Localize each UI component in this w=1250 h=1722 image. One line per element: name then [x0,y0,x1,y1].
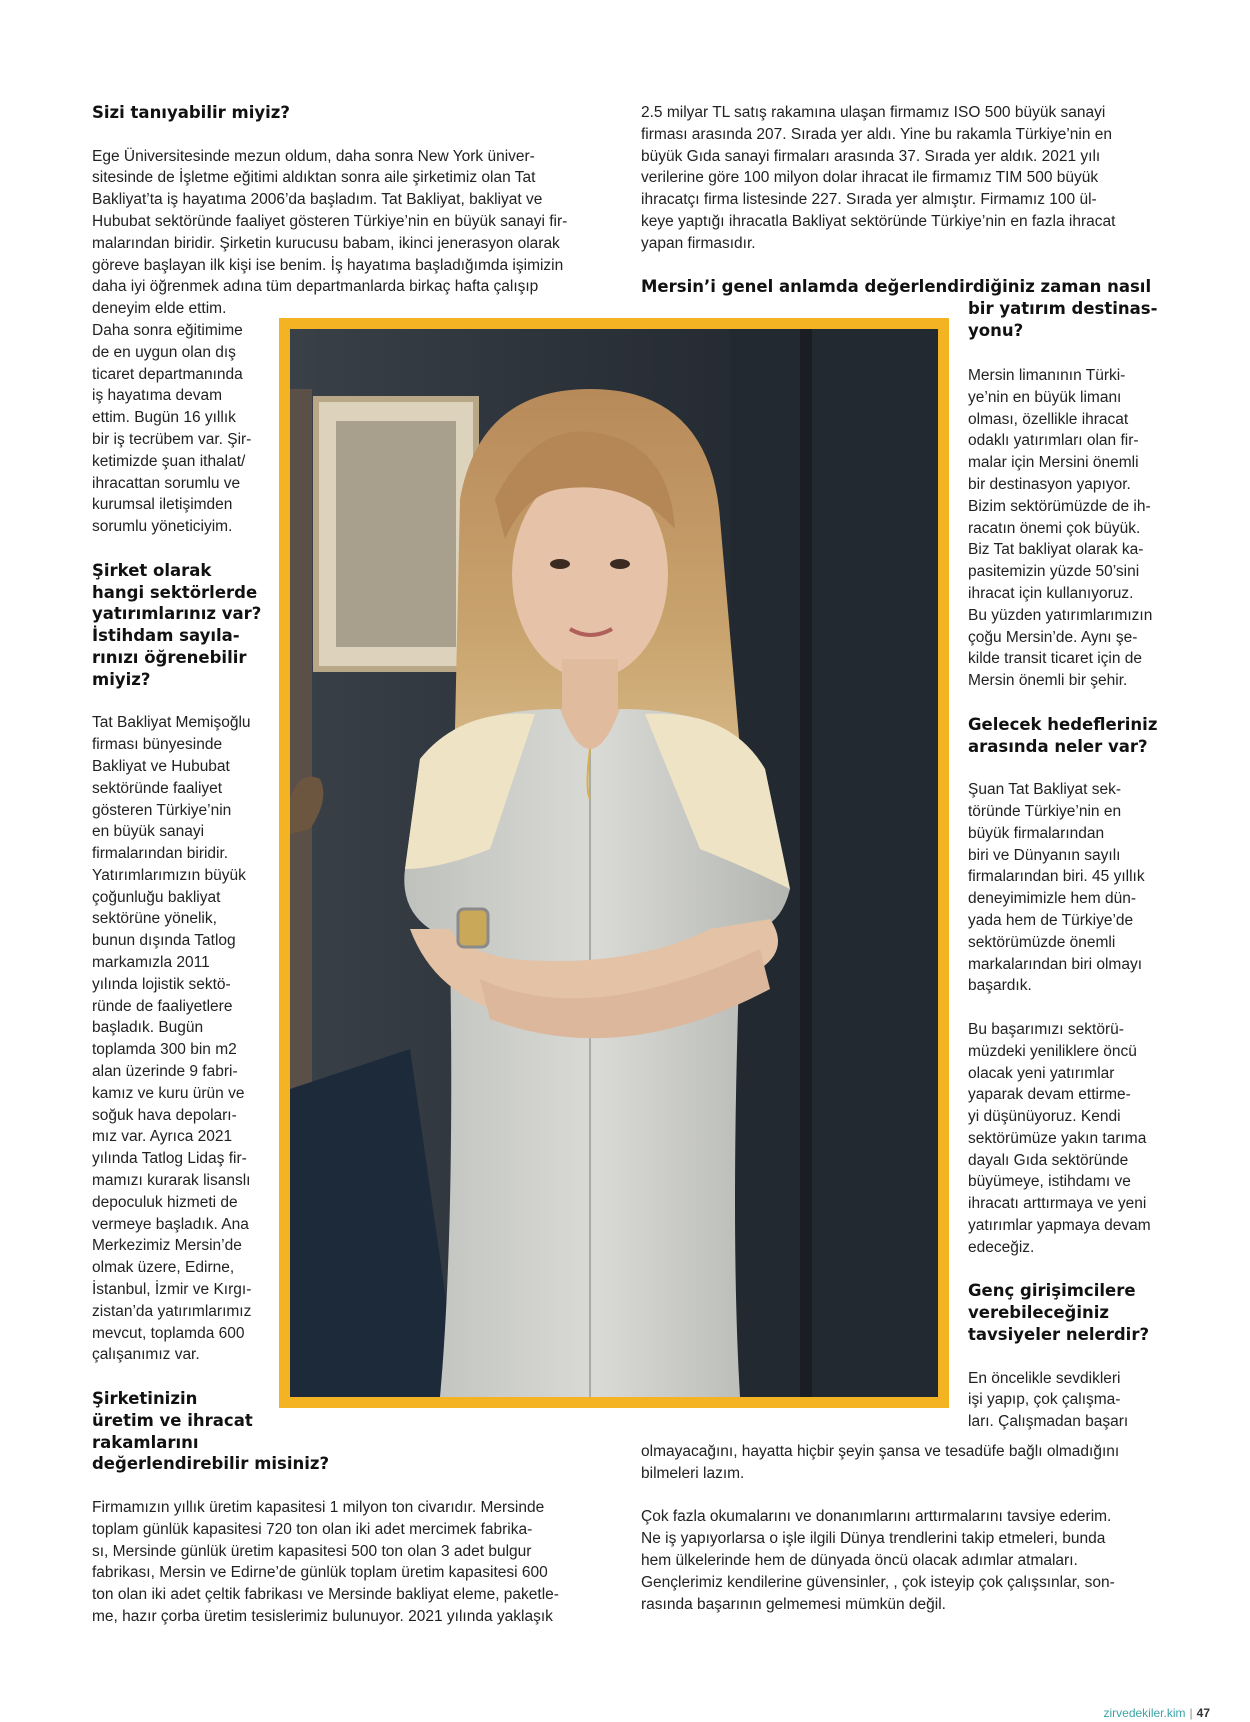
answer-paragraph: Çok fazla okumalarını ve donanımlarını arttırmalarını tavsiye ederim. Ne iş yapıyorlarsa o işle ilgili Dünya trendlerini takip etmeleri, bunda hem ülkelerinde hem de dünyada öncü olacak adımlar atmaları. Gençlerimiz kendilerine güvensinler, , çok isteyip çok çalışsınlar, son- rasında başarının gelmemesi mümkün değil. [641,1508,1115,1613]
question-heading: Gelecek hedefleriniz arasında neler var? [968,714,1158,756]
question-heading: Sizi tanıyabilir miyiz? [92,103,290,122]
answer-paragraph: Mersin limanının Türki- ye’nin en büyük limanı olması, özellikle ihracat odaklı yatırımları olan fir- malar için Mersini önemli bir destinasyon yapıyor. Bizim sektörümüzde de ih- racatın önemi çok büyük. Biz Tat bakliyat olarak ka- pasitemizin yüzde 50’sini ihracat için kullanıyoruz. Bu yüzden yatırımlarımızın çoğu Mersin’de. Aynı şe- kilde transit ticaret için de Mersin önemli bir şehir. [968,367,1153,690]
answer-paragraph: 2.5 milyar TL satış rakamına ulaşan firmamız ISO 500 büyük sanayi firması arasında 207. Sırada yer aldı. Yine bu rakamla Türkiye’nin en büyük Gıda sanayi firmaları arasında 37. Sırada yer aldık. 2021 yılı verilerine göre 100 milyon dolar ihracat ile firmamız TIM 500 büyük ihracatçı firma listesinde 227. Sırada yer almıştır. Firmamız 100 ül- keye yaptığı ihracatla Bakliyat sektöründe Türkiye’nin en fazla ihracat yapan firmasıdır. [641,104,1116,252]
answer-paragraph-end: olmayacağını, hayatta hiçbir şeyin şansa ve tesadüfe bağlı olmadığını bilmeleri lazım. [641,1443,1120,1482]
page-footer [1103,1706,1210,1720]
footer-site: zirvedekiler.kim [1103,1706,1186,1720]
answer-paragraph: Firmamızın yıllık üretim kapasitesi 1 milyon ton civarıdır. Mersinde toplam günlük kapasitesi 720 ton olan iki adet mercimek fabrika- sı, Mersinde günlük üretim kapasitesi 500 ton olan 3 adet bulgur fabrikası, Mersin ve Edirne’de günlük toplam üretim kapasitesi 600 ton olan iki adet çeltik fabrikası ve Mersinde bakliyat eleme, paketle- me, hazır çorba üretim tesislerimiz bulunuyor. 2021 yılında yaklaşık [92,1499,559,1625]
page-number: 47 [1196,1706,1210,1720]
question-heading: Mersin’i genel anlamda değerlendirdiğiniz zaman nasıl bir yatırım destinas- yonu? [641,277,1158,340]
portrait-illustration [290,329,938,1397]
footer-separator: | [1189,1706,1193,1720]
portrait-photo [279,318,949,1408]
answer-paragraph: Bu başarımızı sektörü- müzdeki yeniliklere öncü olacak yeni yatırımlar yaparak devam ettirme- yi düşünüyoruz. Kendi sektörümüze yakın tarıma dayalı Gıda sektöründe büyümeye, istihdamı ve ihracatı arttırmaya ve yeni yatırımlar yapmaya devam edeceğiz. [968,1020,1151,1256]
answer-paragraph-start: En öncelikle sevdikleri işi yapıp, çok çalışma- ları. Çalışmadan başarı [968,1369,1129,1431]
answer-paragraph: Tat Bakliyat Memişoğlu firması bünyesinde Bakliyat ve Hububat sektöründe faaliyet gösteren Türkiye’nin en büyük sanayi firmalarından biridir. Yatırımlarımızın büyük çoğunluğu bakliyat sektörüne yönelik, bunun dışında Tatlog markamızla 2011 yılında lojistik sektö- ründe de faaliyetlere başladık. Bugün toplamda 300 bin m2 alan üzerinde 9 fabri- kamız ve kuru ürün ve soğuk hava depoları- mız var. Ayrıca 2021 yılında Tatlog Lidaş fir- mamızı kurarak lisanslı depoculuk hizmeti de vermeye başladık. Ana Merkezimiz Mersin’de olmak üzere, Edirne, İstanbul, İzmir ve Kırgı- zistan’da yatırımlarımız mevcut, toplamda 600 çalışanımız var. [92,714,252,1364]
right-column-narrow [968,365,1173,1433]
right-column-top [641,102,1171,342]
right-column-bottom [641,1441,1181,1615]
answer-paragraph: Şuan Tat Bakliyat sek- töründe Türkiye’nin en büyük firmalarından biri ve Dünyanın sayılı firmalarından biri. 45 yıllık deneyimimizle hem dün- yada hem de Türkiye’de sektörümüzde önemli markalarından biri olmayı başardık. [968,781,1145,995]
question-heading: Genç girişimcilere verebileceğiniz tavsiyeler nelerdir? [968,1281,1150,1345]
answer-paragraph: Ege Üniversitesinde mezun oldum, daha sonra New York üniver- sitesinde de İşletme eğitimi aldıktan sonra aile şirketimiz olan Tat Bakliyat’ta iş hayatıma 2006’da başladım. Tat Bakliyat, bakliyat ve Hububat sektöründe faaliyet gösteren Türkiye’nin en büyük sanayi fir- malarından biridir. Şirketin kurucusu babam, ikinci jenerasyon olarak göreve başlayan ilk kişi ise benim. İş hayatıma başladığımda işimizin daha iyi öğrenmek adına tüm departmanlarda birkaç hafta çalışıp deneyim elde ettim. Daha sonra eğitimime de en uygun olan dış ticaret departmanında iş hayatıma devam ettim. Bugün 16 yıllık bir iş tecrübem var. Şir- ketimizde şuan ithalat/ ihracattan sorumlu ve kurumsal iletişimden sorumlu yöneticiyim. [92,147,568,536]
question-heading: Şirketinizin üretim ve ihracat rakamlarını değerlendirebilir misiniz? [92,1389,330,1474]
question-heading: Şirket olarak hangi sektörlerde yatırımlarınız var? İstihdam sayıla- rınızı öğrenebilir miyiz? [92,560,262,689]
